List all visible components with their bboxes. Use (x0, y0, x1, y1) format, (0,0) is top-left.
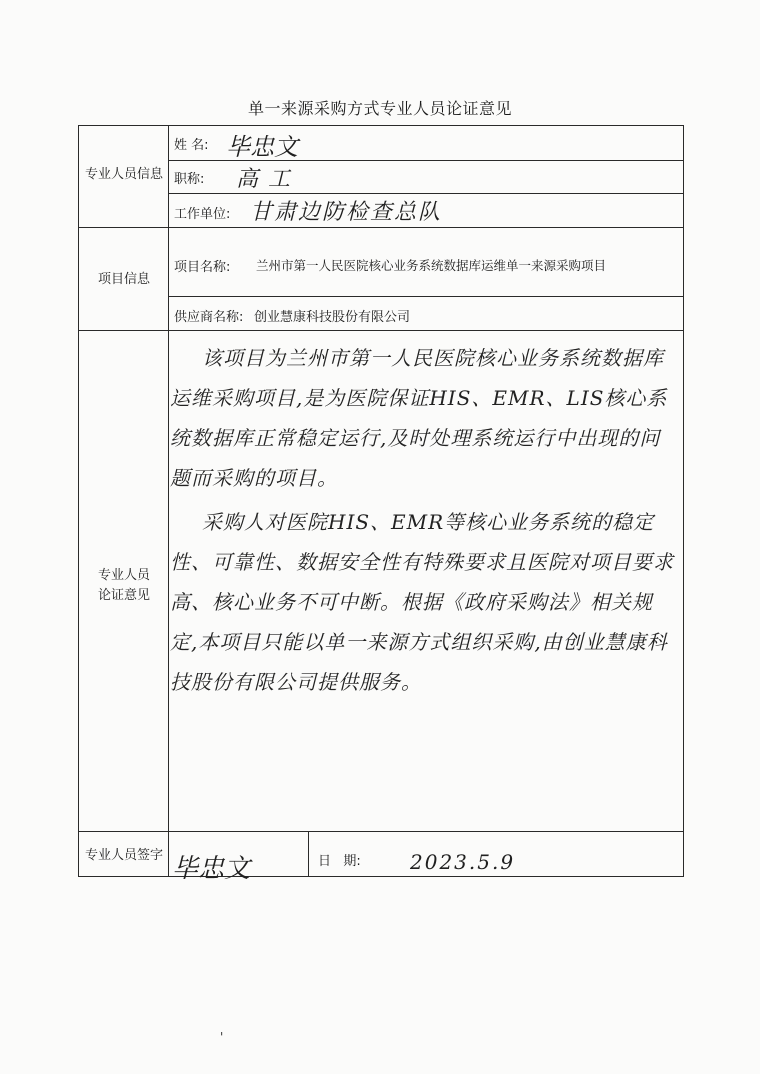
title-field-label: 职称: (174, 172, 205, 187)
label-column-divider (168, 125, 169, 877)
date-value: 2023.5.9 (410, 850, 516, 874)
document-title: 单一来源采购方式专业人员论证意见 (247, 99, 512, 118)
opinion-paragraph-1: 该项目为兰州市第一人民医院核心业务系统数据库运维采购项目,是为医院保证HIS、EMR、LIS核心系统数据库正常稳定运行,及时处理系统运行中出现的问题而采购的项目。 (170, 346, 668, 490)
signature-label: 专业人员签字 (84, 848, 163, 863)
personnel-info-label: 专业人员信息 (84, 167, 163, 182)
opinion-paragraph-2: 采购人对医院HIS、EMR等核心业务系统的稳定性、可靠性、数据安全性有特殊要求且医院对项目要求高、核心业务不可中断。根据《政府采购法》相关规定,本项目只能以单一来源方式组织采购,由创业慧康科技股份有限公司提供服务。 (170, 510, 674, 694)
title-value: 高工 (236, 167, 301, 192)
project-info-label: 项目信息 (97, 272, 150, 287)
opinion-label-line1: 专业人员 (97, 568, 150, 583)
name-field-label: 姓 名: (174, 138, 209, 153)
signature-handwritten: 毕忠文 (172, 854, 251, 884)
row-divider (168, 296, 684, 297)
opinion-label-line2: 论证意见 (97, 587, 150, 603)
unit-field-label: 工作单位: (174, 207, 231, 222)
project-name-value: 兰州市第一人民医院核心业务系统数据库运维单一来源采购项目 (256, 258, 607, 273)
opinion-text (170, 338, 678, 702)
project-name-label: 项目名称: (174, 260, 231, 275)
unit-value: 甘肃边防检查总队 (250, 200, 443, 225)
date-label: 日 期: (318, 854, 361, 869)
opinion-label (80, 566, 168, 605)
row-divider (168, 193, 684, 194)
name-value: 毕忠文 (226, 133, 298, 161)
supplier-label: 供应商名称: (174, 310, 244, 325)
stray-mark: ' (220, 1030, 224, 1044)
date-column-divider (308, 831, 309, 877)
supplier-value: 创业慧康科技股份有限公司 (254, 310, 411, 325)
